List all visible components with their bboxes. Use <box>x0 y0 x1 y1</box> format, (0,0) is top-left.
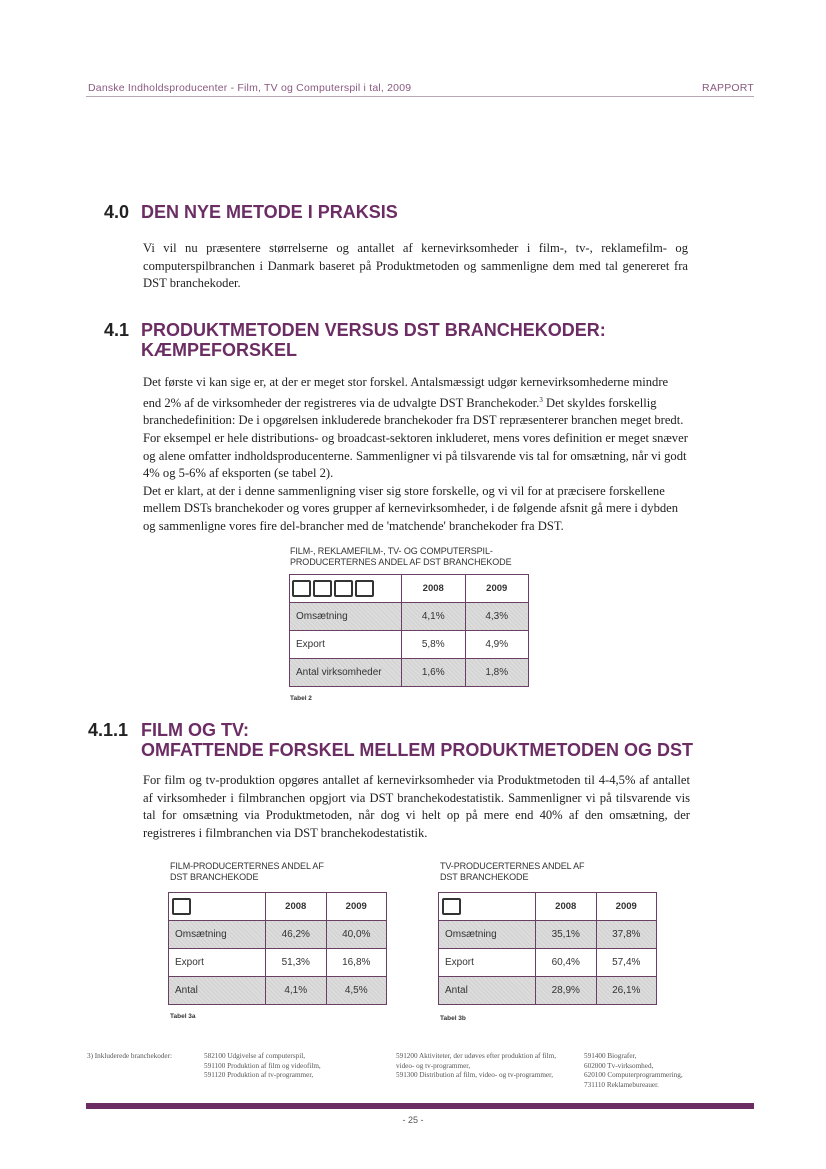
footnote-ref: 3 <box>539 395 543 404</box>
section-4-1-1-title-line2: OMFATTENDE FORSKEL MELLEM PRODUKTMETODEN OG DST <box>141 740 694 760</box>
table-3a-year-2009: 2009 <box>326 893 387 921</box>
table-row <box>439 949 657 977</box>
value-2009: 37,8% <box>596 921 657 949</box>
section-4-1-title <box>141 320 606 360</box>
tv-icon <box>442 898 461 915</box>
table-3b-caption-line1: TV-PRODUCERTERNES ANDEL AF <box>440 861 585 871</box>
table-2-header-row <box>290 575 529 603</box>
value-2009: 4,5% <box>326 977 387 1005</box>
table-3b <box>438 892 657 1005</box>
table-row <box>290 659 529 687</box>
film-clapper-icon <box>292 580 311 597</box>
running-header-title: Danske Indholdsproducenter - Film, TV og Computerspil i tal, 2009 <box>88 82 412 94</box>
table-3a-header-row <box>169 893 387 921</box>
footnote-code: 731110 Reklamebureauer. <box>584 1080 659 1089</box>
table-3a-icon-cell <box>169 893 266 921</box>
table-3a-note: Tabel 3a <box>170 1013 196 1020</box>
computer-game-icon <box>355 580 374 597</box>
table-2-year-2009: 2009 <box>465 575 529 603</box>
table-3b-year-2008: 2008 <box>536 893 597 921</box>
value-2008: 5,8% <box>402 631 466 659</box>
footnote-code: 591120 Produktion af tv-programmer, <box>204 1071 314 1079</box>
table-3a-caption <box>170 861 324 883</box>
row-label: Omsætning <box>439 921 536 949</box>
row-label: Antal <box>439 977 536 1005</box>
footnote-code: 591300 Distribution af film, video- og tv-programmer, <box>396 1071 554 1079</box>
table-3a <box>168 892 387 1005</box>
row-label: Omsætning <box>169 921 266 949</box>
page-number: - 25 - <box>402 1115 424 1125</box>
table-2-caption-line1: FILM-, REKLAMEFILM-, TV- OG COMPUTERSPIL- <box>290 546 493 556</box>
table-row <box>439 921 657 949</box>
footer-accent-bar <box>86 1103 754 1109</box>
footnote-code: 591100 Produktion af film og videofilm, <box>204 1061 321 1070</box>
table-row <box>169 977 387 1005</box>
table-2-year-2008: 2008 <box>402 575 466 603</box>
value-2008: 35,1% <box>536 921 597 949</box>
table-row <box>169 921 387 949</box>
section-4-0-title: DEN NYE METODE I PRAKSIS <box>141 202 398 222</box>
footnote-col-2 <box>396 1052 566 1081</box>
table-3a-year-2008: 2008 <box>266 893 327 921</box>
paragraph-1-part-b: Det skyldes forskellig branchedefinition: De i opgørelsen inkluderede branchekoder fra DST repræsenterer branchen meget bredt. For eksempel er hele distributions- og broadcast-sektoren inkluderet, mens vores definition er meget snæver og alene omfatter indholdsproducenterne. Sammenligner vi på tilsvarende vis tal for omsætning, når vi godt 4% og 5-6% af eksporten (se tabel 2). <box>143 395 688 481</box>
table-3b-icon-cell <box>439 893 536 921</box>
row-label: Export <box>169 949 266 977</box>
row-label: Antal <box>169 977 266 1005</box>
value-2008: 1,6% <box>402 659 466 687</box>
table-3b-caption <box>440 861 584 883</box>
paragraph-1-part-a: Det første vi kan sige er, at der er meget stor forskel. Antalsmæssigt udgør kernevirksomhederne mindre end 2% af de virksomheder der registreres via de udvalgte DST Branchekoder. <box>143 375 669 410</box>
table-3b-note: Tabel 3b <box>440 1015 466 1022</box>
value-2008: 4,1% <box>266 977 327 1005</box>
row-label: Export <box>439 949 536 977</box>
section-4-1-title-line2: KÆMPEFORSKEL <box>141 340 298 360</box>
advertising-film-icon <box>313 580 332 597</box>
value-2009: 4,9% <box>465 631 529 659</box>
section-4-1-title-line1: PRODUKTMETODEN VERSUS DST BRANCHEKODER: <box>141 320 606 340</box>
value-2008: 60,4% <box>536 949 597 977</box>
table-2-icons-cell <box>290 575 402 603</box>
value-2009: 4,3% <box>465 603 529 631</box>
value-2009: 16,8% <box>326 949 387 977</box>
table-row <box>290 631 529 659</box>
section-4-1-paragraph-1 <box>143 374 689 483</box>
table-row <box>169 949 387 977</box>
value-2008: 51,3% <box>266 949 327 977</box>
film-clapper-icon <box>172 898 191 915</box>
footnote-code: 620100 Computerprogrammering, <box>584 1071 683 1079</box>
row-label: Antal virksomheder <box>290 659 402 687</box>
table-3b-year-2009: 2009 <box>596 893 657 921</box>
tv-icon <box>334 580 353 597</box>
value-2009: 40,0% <box>326 921 387 949</box>
table-3a-caption-line1: FILM-PRODUCERTERNES ANDEL AF <box>170 861 324 871</box>
footnote-code: 602000 Tv-virksomhed, <box>584 1061 654 1070</box>
section-4-0-number: 4.0 <box>104 202 130 222</box>
running-header-label: RAPPORT <box>702 82 754 94</box>
value-2009: 57,4% <box>596 949 657 977</box>
section-4-1-1-number: 4.1.1 <box>88 720 129 740</box>
footnote-code: 591200 Aktiviteter, der udøves efter produktion af film, video- og tv-programmer, <box>396 1052 556 1070</box>
table-row <box>290 603 529 631</box>
footnote-col-3 <box>584 1052 754 1090</box>
header-divider <box>86 96 754 97</box>
table-3a-caption-line2: DST BRANCHEKODE <box>170 872 259 882</box>
table-row <box>439 977 657 1005</box>
value-2009: 1,8% <box>465 659 529 687</box>
table-3b-caption-line2: DST BRANCHEKODE <box>440 872 529 882</box>
footnote-label: 3) Inkluderede branchekoder: <box>87 1052 173 1060</box>
value-2009: 26,1% <box>596 977 657 1005</box>
table-2-note: Tabel 2 <box>290 695 312 702</box>
section-4-1-number: 4.1 <box>104 320 130 340</box>
table-3b-header-row <box>439 893 657 921</box>
value-2008: 4,1% <box>402 603 466 631</box>
row-label: Omsætning <box>290 603 402 631</box>
section-4-1-1-paragraph: For film og tv-produktion opgøres antallet af kernevirksomheder via Produktmetoden til 4-4,5% af antallet af virksomheder i filmbranchen opgjort via DST branchekodestatistik. Sammenligner vi på tilsvarende vis tal for omsætning via Produktmetoden, når dog vi helt op på mere end 40% af den omsætning, der registreres i filmbranchen via DST branchekodestatistik. <box>143 773 690 840</box>
value-2008: 28,9% <box>536 977 597 1005</box>
section-4-0-paragraph: Vi vil nu præsentere størrelserne og antallet af kernevirksomheder i film-, tv-, reklamefilm- og computerspilbranchen i Danmark baseret på Produktmetoden og sammenligne dem med tal genereret fra DST branchekoder. <box>143 241 688 291</box>
section-4-1-paragraph-2: Det er klart, at der i denne sammenligning viser sig store forskelle, og vi vil for at præcisere forskellene mellem DSTs branchekoder og vores grupper af kernevirksomheder, i de følgende afsnit gå mere i dybden og sammenligne vores fire del-brancher med de 'matchende' branchekoder fra DST. <box>143 483 679 533</box>
table-2-caption-line2: PRODUCERTERNES ANDEL AF DST BRANCHEKODE <box>290 557 512 567</box>
value-2008: 46,2% <box>266 921 327 949</box>
footnote-col-1 <box>204 1052 384 1081</box>
section-4-1-body <box>143 374 689 536</box>
section-4-1-1-title-line1: FILM OG TV: <box>141 720 249 740</box>
section-4-1-1-title <box>141 720 693 760</box>
footnote-code: 591400 Biografer, <box>584 1052 637 1060</box>
row-label: Export <box>290 631 402 659</box>
table-2-caption <box>290 546 511 568</box>
footnote-code: 582100 Udgivelse af computerspil, <box>204 1052 306 1060</box>
table-2 <box>289 574 529 687</box>
